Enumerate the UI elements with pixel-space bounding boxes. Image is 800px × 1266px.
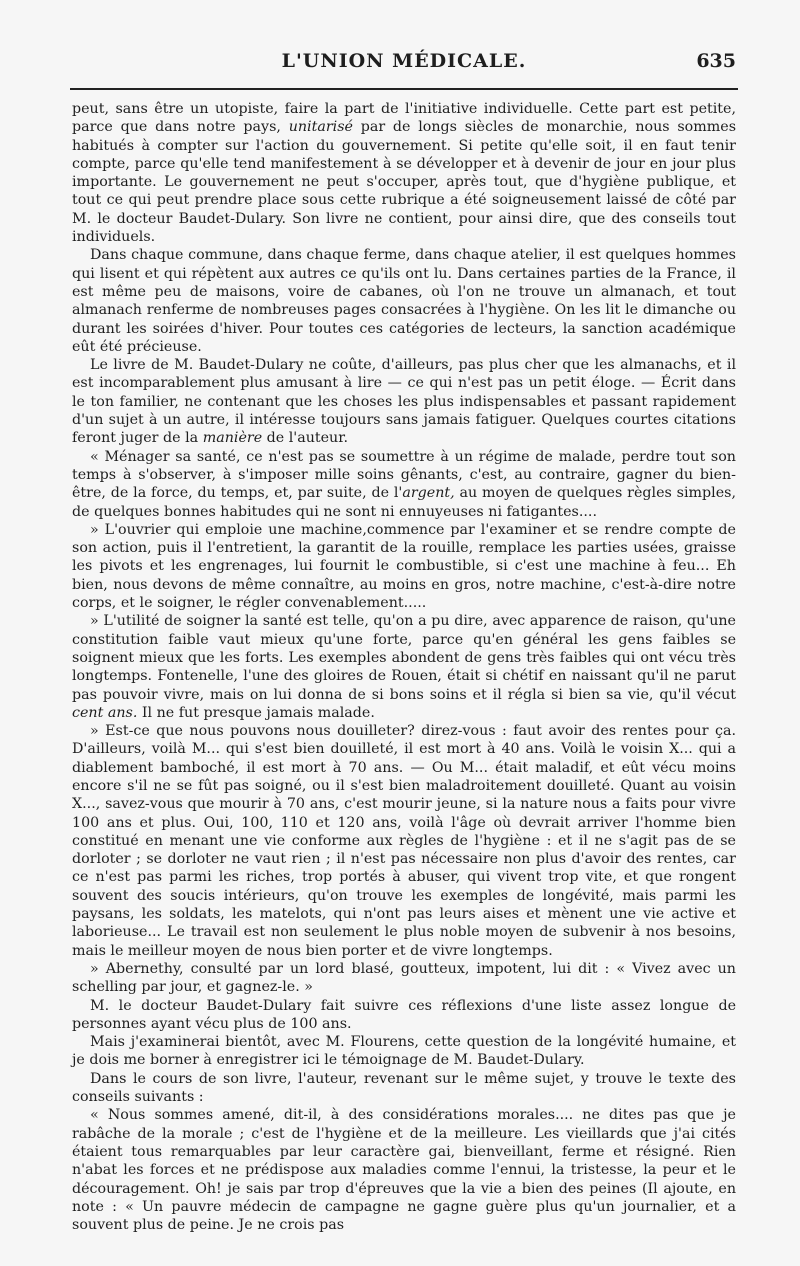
paragraph [72,356,736,447]
text-run: de l'auteur. [262,430,349,447]
text-run: Dans chaque commune, dans chaque ferme, dans chaque atelier, il est quelques hommes qui lisent et qui répètent aux autres ce qu'ils ont lu. Dans certaines parties de la France, il est même peu de maisons, voire de cabanes, où l'on ne trouve un almanach, et tout almanach renferme de nombreuses pages consacrées à l'hygiène. On les lit le dimanche ou durant les soirées d'hiver. Pour toutes ces catégories de lecteurs, la sanction académique eût été précieuse. [72,247,736,355]
paragraph [72,448,736,521]
text-run: Le livre de M. Baudet-Dulary ne coûte, d'ailleurs, pas plus cher que les almanachs, et il est incomparablement plus amusant à lire — ce qui n'est pas un petit éloge. — Écrit dans le ton familier, ne contenant que les choses les plus indispensables et passant rapidement d'un sujet à un autre, il intéresse toujours sans jamais fatiguer. Quelques courtes citations feront juger de la [72,357,736,447]
text-run: Mais j'examinerai bientôt, avec M. Flourens, cette question de la longévité humaine, et je dois me borner à enregistrer ici le témoignage de M. Baudet-Dulary. [72,1034,736,1069]
paragraph [72,521,736,612]
text-run: M. le docteur Baudet-Dulary fait suivre ces réflexions d'une liste assez longue de personnes ayant vécu plus de 100 ans. [72,997,736,1032]
italic-text: argent, [402,485,455,502]
text-run: » L'ouvrier qui emploie une machine,commence par l'examiner et se rendre compte de son action, puis il l'entretient, la garantit de la rouille, remplace les parties usées, graisse les pivots et les engrenages, lui fournit le combustible, si c'est une machine à feu... Eh bien, nous devons de même connaître, au moins en gros, notre machine, c'est-à-dire notre corps, et le soigner, le régler convenablement..... [72,521,736,612]
paragraph [72,1033,736,1070]
page-number: 635 [696,50,736,72]
paragraph [72,1106,736,1234]
text-run: » L'utilité de soigner la santé est telle, qu'on a pu dire, avec apparence de raison, qu'une constitution faible vaut mieux qu'une forte, parce qu'en général les gens faibles se soignent mieux que les forts. Les exemples abondent de gens très faibles qui ont vécu très longtemps. Fontenelle, l'une des gloires de Rouen, était si chétif en naissant qu'il ne parut pas pouvoir vivre, mais on lui donna de si bons soins et il régla si bien sa vie, qu'il vécut [72,613,736,703]
header-rule [70,88,738,90]
text-run: par de longs siècles de monarchie, nous sommes habitués à compter sur l'action du gouvernement. Si petite qu'elle soit, il en faut tenir compte, parce qu'elle tend manifestement à se développer et à devenir de jour en jour plus importante. Le gouvernement ne peut s'occuper, après tout, que d'hygiène publique, et tout ce qui peut prendre place sous cette rubrique a été soigneusement laissé de côté par M. le docteur Baudet-Dulary. Son livre ne contient, pour ainsi dire, que des conseils tout individuels. [72,119,737,246]
paragraph [72,246,736,356]
article-body [72,100,736,1234]
text-run: » Est-ce que nous pouvons nous douilleter? direz-vous : faut avoir des rentes pour ça. D'ailleurs, voilà M... qui s'est bien douilleté, il est mort à 40 ans. Voilà le voisin X... qui a diablement bamboché, il est mort à 70 ans. — Ou M... était maladif, et eût vécu moins encore s'il ne se fût pas soigné, ou il s'est bien maladroitement douilleté. Quant au voisin X..., savez-vous que mourir à 70 ans, c'est mourir jeune, si la nature nous a faits pour vivre 100 ans et plus. Oui, 100, 110 et 120 ans, voilà l'âge où devrait arriver l'homme bien constitué en menant une vie conforme aux règles de l'hygiène : et il ne s'agit pas de se dorloter ; se dorloter ne vaut rien ; il n'est pas nécessaire non plus d'avoir des rentes, car ce n'est pas parmi les riches, trop portés à abuser, qui vivent trop vite, et que rongent souvent des soucis intérieurs, qu'on trouve les exemples de longévité, mais parmi les paysans, les soldats, les matelots, qui n'ont pas leurs aises et mènent une vie active et laborieuse... Le travail est non seulement le plus noble moyen de subvenir à nos besoins, mais le meilleur moyen de nous bien porter et de vivre longtemps. [72,723,736,959]
text-run: « Nous sommes amené, dit-il, à des considérations morales.... ne dites pas que je rabâche de la morale ; c'est de l'hygiène et de la meilleure. Les vieillards que j'ai cités étaient tous remarquables par leur caractère gai, bienveillant, ferme et résigné. Rien n'abat les forces et ne prédispose aux maladies comme l'ennui, la tristesse, la peur et le découragement. Oh! je sais par trop d'épreuves que la vie a bien des peines (Il ajoute, en note : « Un pauvre médecin de campagne ne gagne guère plus qu'un journalier, et a souvent plus de peine. Je ne crois pas [72,1107,736,1234]
text-run: « Ménager sa santé, ce n'est pas se soumettre à un régime de malade, perdre tout son temps à s'observer, à s'imposer mille soins gênants, c'est, au contraire, gagner du bien-être, de la force, du temps, et, par suite, de l' [72,448,736,502]
text-run: peut, sans être un utopiste, faire la part de l'initiative individuelle. Cette part est petite, parce que dans notre pays, [72,101,736,136]
italic-text: manière [202,430,263,447]
paragraph [72,997,736,1034]
journal-title: L'UNION MÉDICALE. [281,50,527,72]
running-header [72,50,736,74]
paragraph [72,100,736,246]
text-run: Il ne fut presque jamais malade. [137,704,375,721]
paragraph [72,1070,736,1107]
italic-text: unitarisé [288,119,353,136]
paragraph [72,722,736,960]
paragraph [72,960,736,997]
paragraph [72,612,736,722]
text-run: » Abernethy, consulté par un lord blasé, goutteux, impotent, lui dit : « Vivez avec un schelling par jour, et gagnez-le. » [72,960,736,996]
text-run: Dans le cours de son livre, l'auteur, revenant sur le même sujet, y trouve le texte des conseils suivants : [72,1070,736,1106]
italic-text: cent ans. [72,704,138,721]
text-run: au moyen de quelques règles simples, de quelques bonnes habitudes qui ne sont ni ennuyeuses ni fatigantes.... [72,485,736,520]
